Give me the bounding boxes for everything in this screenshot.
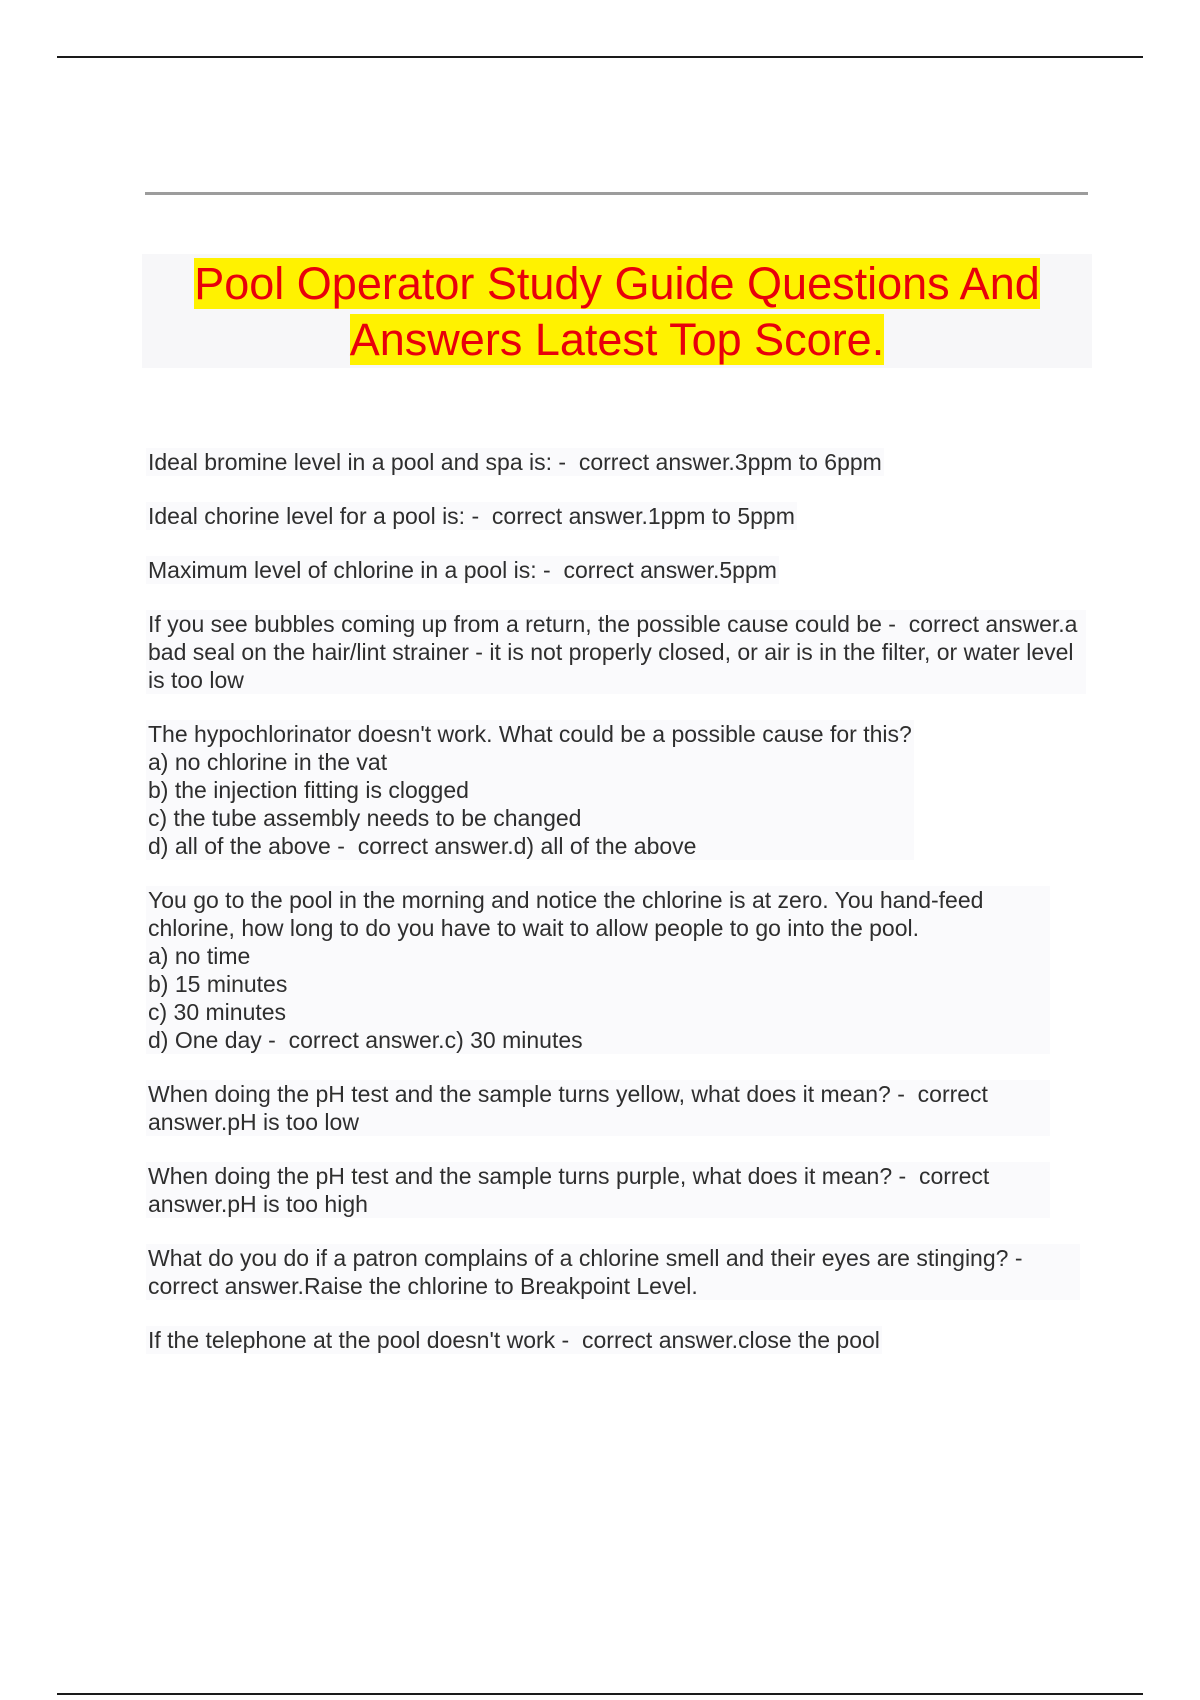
qa-item: [146, 502, 797, 530]
question-text: If the telephone at the pool doesn't work -: [148, 1327, 583, 1353]
answer-text: correct answer.d) all of the above: [357, 833, 697, 859]
answer-text: correct answer.Raise the chlorine to Breakpoint Level.: [148, 1273, 698, 1299]
answer-text: correct answer.5ppm: [563, 557, 777, 583]
answer-text: correct answer.close the pool: [582, 1327, 880, 1353]
question-text: Ideal bromine level in a pool and spa is: -: [148, 449, 579, 475]
answer-text: correct answer.c) 30 minutes: [288, 1027, 583, 1053]
qa-item: [146, 1326, 882, 1354]
title-block: [142, 254, 1092, 368]
answer-text: correct answer.pH is too low: [148, 1081, 995, 1135]
question-text: What do you do if a patron complains of a chlorine smell and their eyes are stinging? -: [148, 1245, 1036, 1271]
qa-item: [146, 610, 1086, 694]
question-text: The hypochlorinator doesn't work. What could be a possible cause for this? a) no chlorine in the vat b) the injection fitting is clogged c) the tube assembly needs to be changed d) all of the above -: [148, 721, 912, 859]
header-divider: [145, 192, 1088, 195]
qa-item: [146, 448, 884, 476]
question-text: When doing the pH test and the sample turns yellow, what does it mean? -: [148, 1081, 918, 1107]
qa-list: [146, 448, 1086, 1380]
qa-item: [146, 720, 914, 860]
question-text: You go to the pool in the morning and notice the chlorine is at zero. You hand-feed chlorine, how long to do you have to wait to allow people to go into the pool. a) no time b) 15 minutes c) 30 minutes d) One day -: [148, 887, 984, 1053]
qa-item: [146, 1080, 1050, 1136]
question-text: When doing the pH test and the sample turns purple, what does it mean? -: [148, 1163, 919, 1189]
document-title: [142, 254, 1092, 368]
answer-text: correct answer.pH is too high: [148, 1163, 996, 1217]
document-title-line-2: Answers Latest Top Score.: [349, 314, 885, 365]
question-text: Ideal chorine level for a pool is: -: [148, 503, 492, 529]
answer-text: correct answer.a bad seal on the hair/lint strainer - it is not properly closed, or air is in the filter, or water level is too low: [148, 611, 1084, 693]
qa-item: [146, 556, 779, 584]
question-text: Maximum level of chlorine in a pool is: -: [148, 557, 564, 583]
answer-text: correct answer.3ppm to 6ppm: [578, 449, 882, 475]
qa-item: [146, 1244, 1080, 1300]
answer-text: correct answer.1ppm to 5ppm: [491, 503, 795, 529]
qa-item: [146, 1162, 1050, 1218]
page-top-rule: [57, 56, 1143, 58]
document-title-line-1: Pool Operator Study Guide Questions And: [194, 258, 1040, 309]
question-text: If you see bubbles coming up from a return, the possible cause could be -: [148, 611, 909, 637]
page-bottom-rule: [57, 1693, 1143, 1695]
qa-item: [146, 886, 1050, 1054]
